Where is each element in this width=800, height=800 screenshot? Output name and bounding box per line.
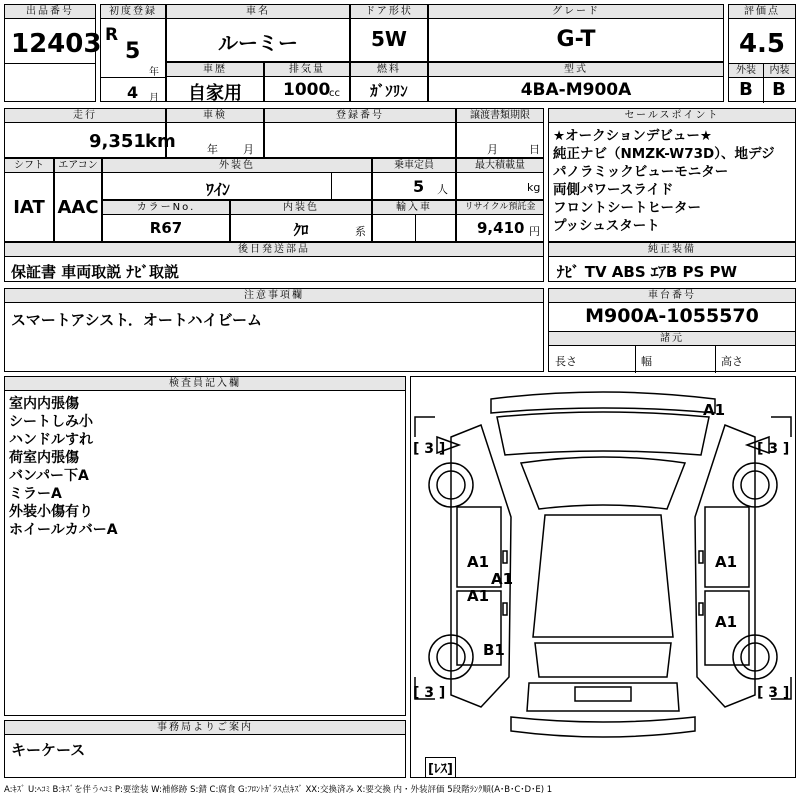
grade-box [428,4,724,62]
damage-label: B1 [483,641,505,659]
ext-color-box [102,158,372,200]
history-header: 車歴 [167,63,263,77]
displacement-box [264,62,350,102]
inspector-note: 外装小傷有り [9,504,93,520]
recycle-box [456,200,544,242]
inspector-header: 検査員記入欄 [5,377,405,391]
office-box [4,720,406,778]
office-header: 事務局よりご案内 [5,721,405,735]
inspector-note: ミラーA [9,486,62,502]
car-name: ルーミー [218,31,298,55]
mileage-value: 9,351 [89,131,146,152]
door-type: 5W [371,27,407,51]
aircon-header: エアコン [55,159,101,173]
int-score: B [772,79,786,100]
inspector-note: ホイールカバーA [9,522,118,538]
displacement-value: 1000 [283,80,331,100]
mileage-unit: km [145,131,176,152]
car-name-box [166,4,350,62]
inspection-header: 車検 [167,109,263,123]
inspector-note: 室内内張傷 [9,396,79,412]
shift-box [4,158,54,242]
sales-point: プッシュスタート [553,218,660,234]
ext-color-header: 外装色 [103,159,371,173]
sales-point: パノラミックビューモニター [553,164,729,180]
first-reg-box [100,4,166,102]
mileage-header: 走行 [5,109,165,123]
first-reg-era: R [105,25,119,45]
first-reg-year: 5 [125,39,141,64]
sales-point: 純正ナビ（NMZK-W73D）、地デジ [553,146,775,162]
mileage-box [4,108,176,158]
sales-points-header: セールスポイント [549,109,795,123]
int-color-unit: 系 [355,225,366,238]
inspector-note: シートしみ小 [9,414,93,430]
spec-height-label: 高さ [721,355,743,368]
history-box [166,62,264,102]
notes-box [4,288,544,372]
transfer-month-unit: 月 [487,143,498,156]
recycle-unit: 円 [529,225,540,238]
import-box [372,200,456,242]
inspection-month-unit: 月 [243,143,254,156]
model-value: 4BA-M900A [520,80,632,100]
equipment-value: ﾅﾋﾞ TV ABS ｴｱB PS PW [557,263,738,281]
inspection-year-unit: 年 [207,143,218,156]
inspector-notes [9,395,118,539]
spare-label: [ﾚｽ] [425,757,456,778]
capacity-header: 乗車定員 [373,159,455,173]
transfer-box [456,108,544,158]
sales-point: ★オークションデビュー★ [553,128,712,144]
aircon-value: AAC [57,197,99,218]
recycle-value: 9,410 [477,219,525,237]
grade-value: G-T [556,27,596,52]
car-outline-drawing [411,377,795,777]
car-name-header: 車名 [167,5,349,19]
fuel-box [350,62,428,102]
lot-box [4,4,102,102]
color-no-value: R67 [149,219,183,237]
equipment-header: 純正装備 [549,243,795,257]
ext-score: B [739,79,753,100]
max-load-unit: kg [527,181,541,194]
later-parts-header: 後日発送部品 [5,243,543,257]
lot-number: 12403 [11,29,102,59]
inspector-box [4,376,406,716]
displacement-header: 排気量 [265,63,349,77]
transfer-day-unit: 日 [529,143,540,156]
recycle-header: リサイクル預託金 [457,201,543,215]
sales-point: 両側パワースライド [553,182,674,198]
inspector-note: バンパー下A [9,468,89,484]
spec-width-label: 幅 [641,355,652,368]
chassis-header: 車台番号 [549,289,795,303]
chassis-box [548,288,796,372]
capacity-value: 5 [413,177,425,196]
import-header: 輸入車 [373,201,455,215]
damage-label: A1 [467,587,490,605]
fuel-value: ｶﾞｿﾘﾝ [370,82,408,100]
tyre-label: [ 3 ] [413,441,446,457]
damage-label: A1 [715,553,738,571]
fuel-header: 燃料 [351,63,427,77]
model-header: 型式 [429,63,723,77]
shift-header: シフト [5,159,53,173]
aircon-box [54,158,102,242]
spec-length-label: 長さ [555,355,577,368]
inspection-box [166,108,264,158]
damage-label: A1 [467,553,490,571]
tyre-label: [ 3 ] [413,685,446,701]
color-no-box [102,200,230,242]
car-diagram [410,376,796,778]
inspector-note: ハンドルすれ [9,432,93,448]
score-box [728,4,796,102]
int-color-box [230,200,372,242]
capacity-unit: 人 [437,183,448,196]
shift-value: IAT [13,197,45,218]
displacement-unit: cc [329,88,340,99]
max-load-box [456,158,544,200]
office-value: キーケース [11,741,86,759]
notes-value: スマートアシスト．オートハイビーム [11,311,262,329]
inspector-note: 荷室内張傷 [9,450,79,466]
sales-point: フロントシートヒーター [553,200,701,216]
damage-label: A1 [715,613,738,631]
legend: A:ｷｽﾞ U:ﾍｺﾐ B:ｷｽﾞを伴うﾍｺﾐ P:要塗装 W:補修跡 S:錆 C:腐食 G:ﾌﾛﾝﾄｶﾞﾗｽ点ｷｽﾞ XX:交換済み X:要交換 内・外装評価 5段階ﾗﾝｸ順(A･B･C･D･E) 1 [4,785,553,795]
first-reg-month-unit: 月 [149,93,159,104]
color-no-header: カラーNo. [103,201,229,215]
first-reg-month: 4 [127,83,139,102]
model-box [428,62,724,102]
door-header: ドア形状 [351,5,427,19]
overall-score: 4.5 [738,29,786,59]
max-load-header: 最大積載量 [457,159,543,173]
history-value: 自家用 [188,83,242,104]
registration-header: 登録番号 [265,109,455,123]
int-score-header: 内装 [763,63,795,78]
later-parts-box [4,242,544,282]
lot-header: 出品番号 [5,5,95,19]
damage-label: A1 [491,570,514,588]
first-reg-year-unit: 年 [149,67,159,78]
later-parts-value: 保証書 車両取説 ﾅﾋﾞ取説 [11,263,179,281]
transfer-header: 譲渡書類期限 [457,109,543,123]
capacity-box [372,158,456,200]
sales-points-box [548,108,796,242]
door-box [350,4,428,62]
ext-color-value: ﾜｲﾝ [205,180,230,199]
score-header: 評価点 [729,5,795,19]
sales-points-list [553,127,775,235]
ext-score-header: 外装 [729,63,763,78]
registration-box [264,108,456,158]
chassis-number: M900A-1055570 [585,305,759,327]
first-reg-header: 初度登録 [101,5,165,19]
damage-label: A1 [703,401,726,419]
tyre-label: [ 3 ] [757,685,790,701]
notes-header: 注意事項欄 [5,289,543,303]
specs-header: 諸元 [549,331,795,346]
grade-header: グレード [429,5,723,19]
int-color-value: ｸﾛ [293,221,309,239]
int-color-header: 内装色 [231,201,371,215]
tyre-label: [ 3 ] [757,441,790,457]
equipment-box [548,242,796,282]
